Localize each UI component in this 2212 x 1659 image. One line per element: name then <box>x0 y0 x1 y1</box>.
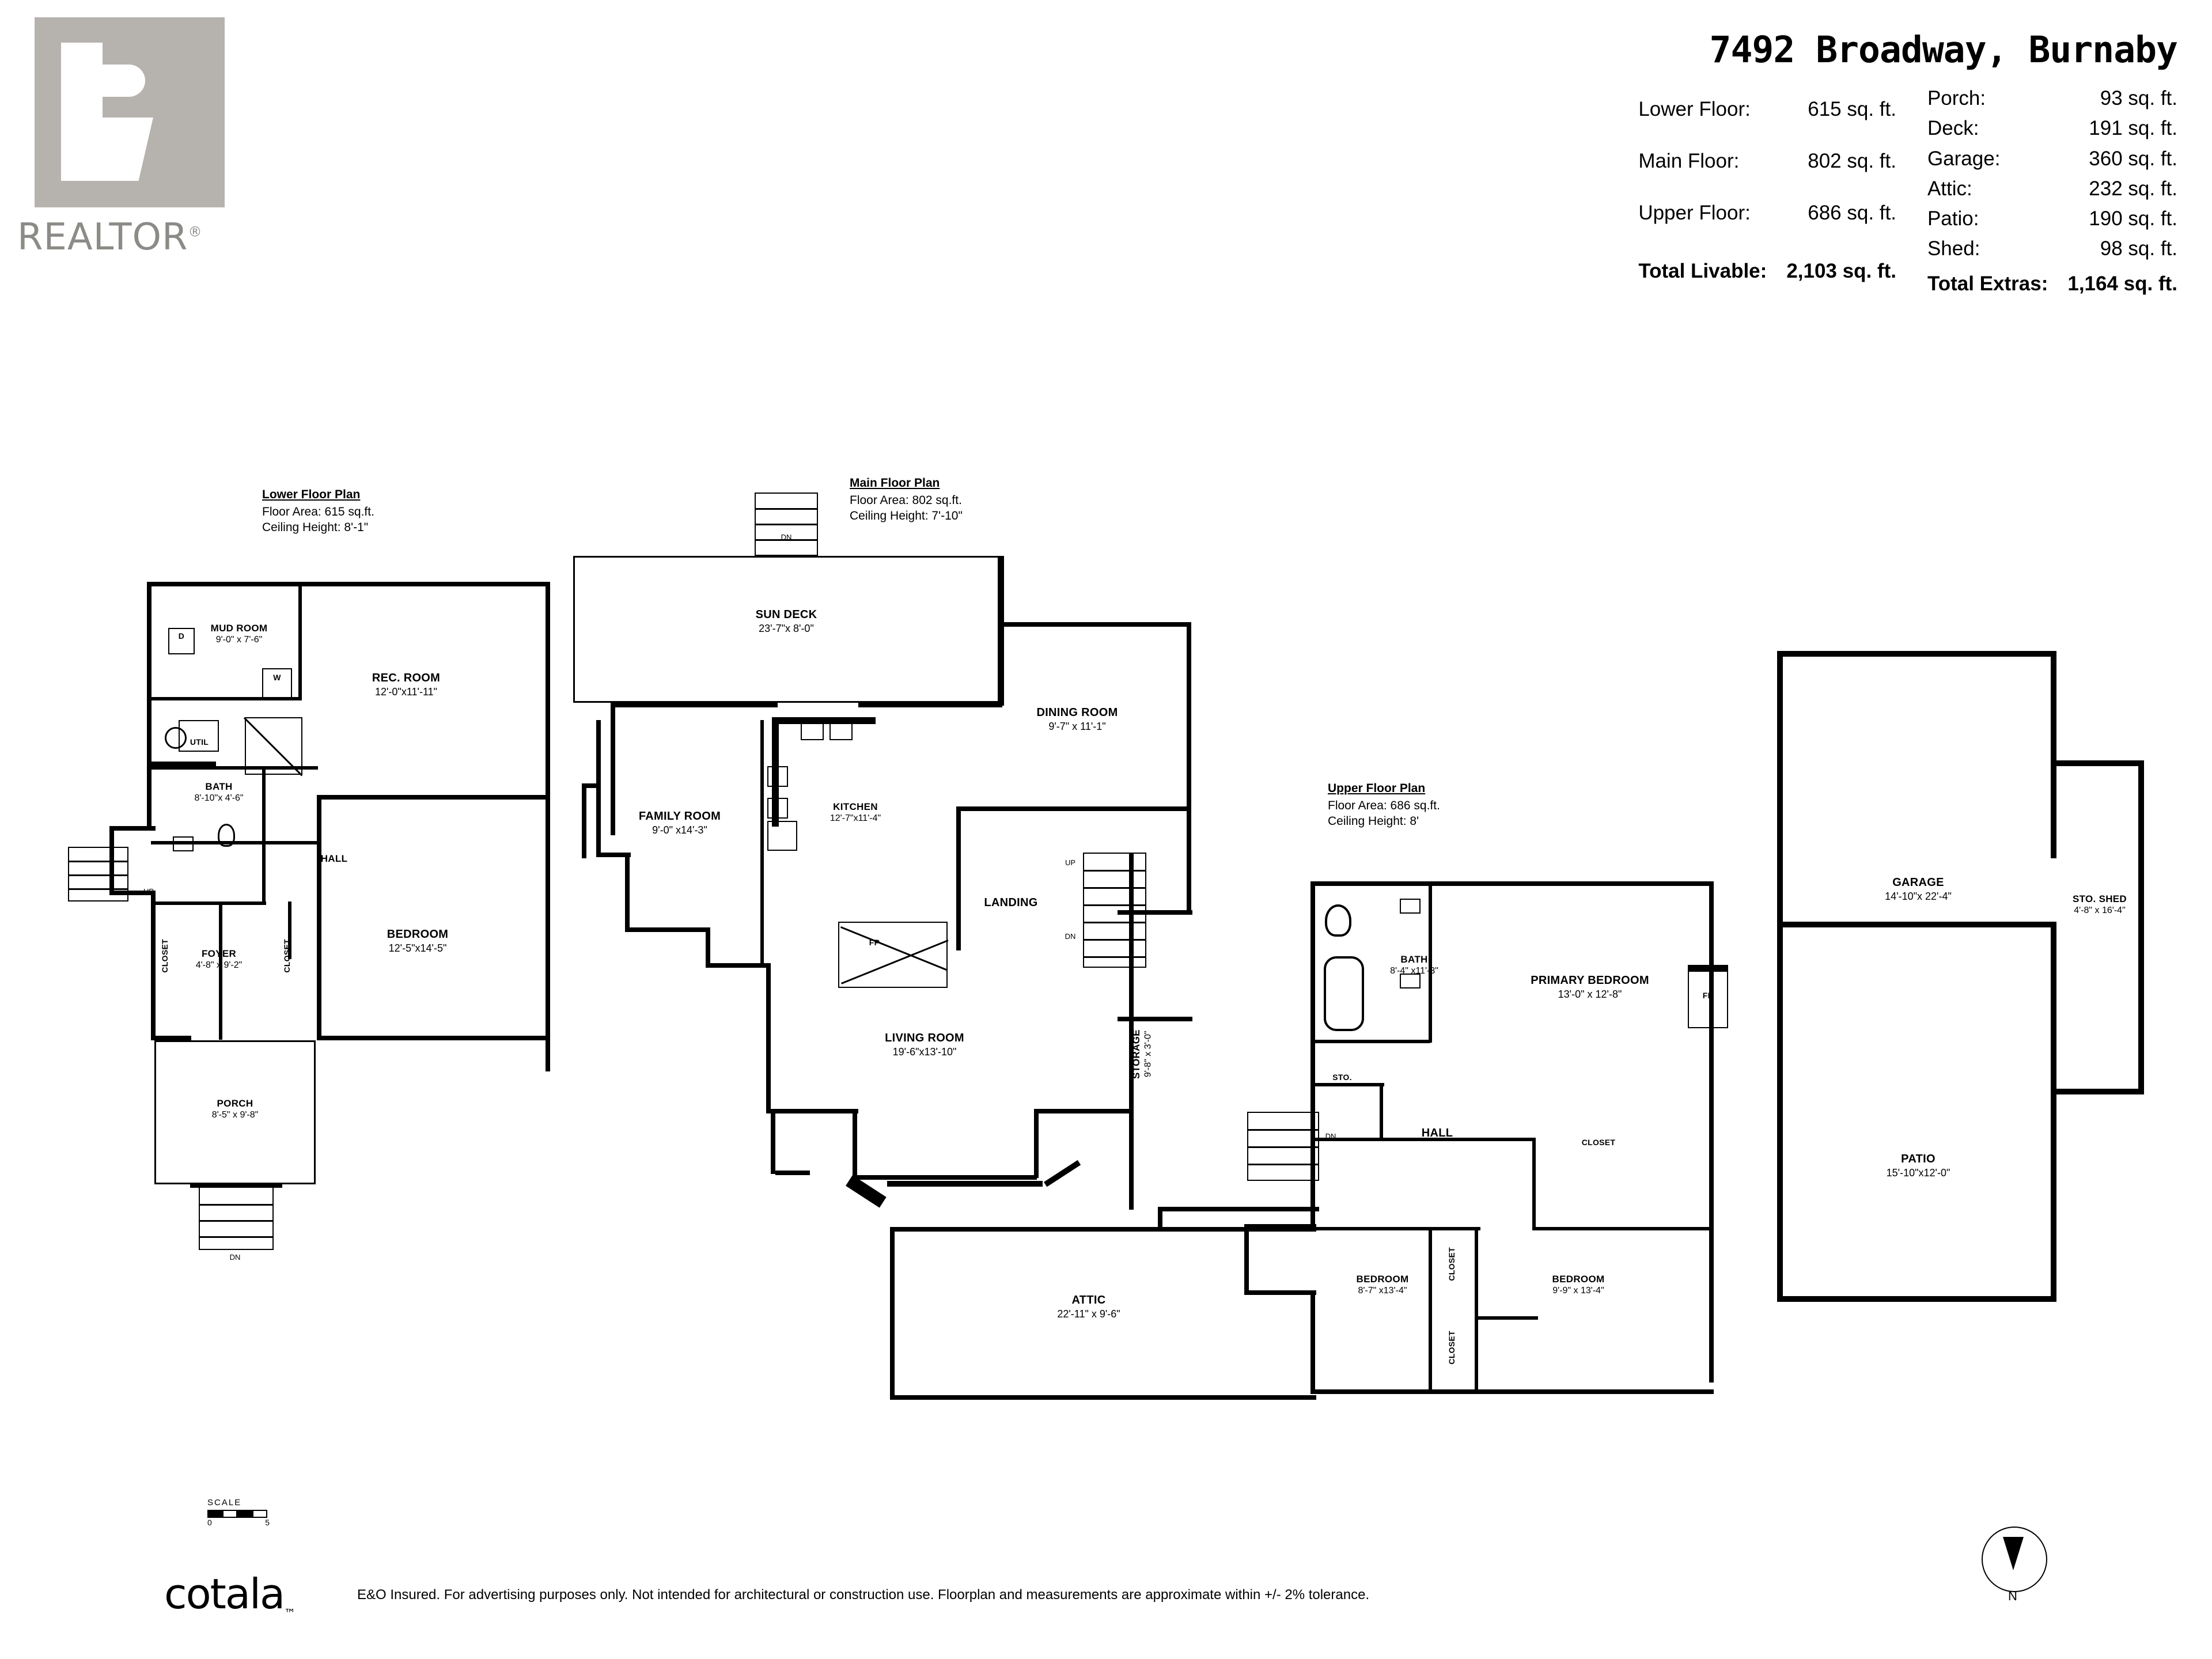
room-sto-shed: STO. SHED 4'-8" x 16'-4" <box>2072 893 2127 916</box>
room-hall-upper: HALL <box>1421 1127 1453 1139</box>
room-living-room: LIVING ROOM 19'-6"x13'-10" <box>885 1032 964 1058</box>
area-summary <box>1486 85 2177 300</box>
table-row-total: Total Extras: 1,164 sq. ft. <box>1927 272 2177 295</box>
room-util: UTIL <box>190 737 209 747</box>
room-landing: LANDING <box>984 896 1038 909</box>
scale-bar: SCALE 0 5 <box>207 1498 323 1527</box>
room-closet-lower-2: CLOSET <box>282 939 291 973</box>
area-summary-left <box>1638 85 1896 300</box>
stairs-up-label-main: UP <box>1065 858 1076 867</box>
realtor-logo <box>17 17 265 294</box>
stairs-dn-label-upper: DN <box>1325 1132 1336 1141</box>
table-row: Deck: 191 sq. ft. <box>1927 117 2177 140</box>
table-row-total: Total Livable: 2,103 sq. ft. <box>1638 259 1896 282</box>
room-closet-lower-1: CLOSET <box>160 939 169 973</box>
realtor-wordmark: REALTOR® <box>17 216 203 259</box>
realtor-r-mark <box>35 17 225 207</box>
appliance-dryer: D <box>178 631 185 641</box>
page-title: 7492 Broadway, Burnaby <box>1709 29 2177 71</box>
room-primary-bedroom: PRIMARY BEDROOM 13'-0" x 12'-8" <box>1531 974 1649 1000</box>
room-closet-upper-1: CLOSET <box>1581 1138 1616 1147</box>
disclaimer-text: E&O Insured. For advertising purposes only. Not intended for architectural or construction use. Floorplan and measurements are approximate within +/- 2% tolerance. <box>357 1587 1370 1603</box>
room-family-room: FAMILY ROOM 9'-0" x14'-3" <box>638 810 721 836</box>
room-closet-upper-3: CLOSET <box>1447 1331 1456 1365</box>
table-row: Garage: 360 sq. ft. <box>1927 147 2177 170</box>
room-porch: PORCH 8'-5" x 9'-8" <box>211 1098 259 1120</box>
header-title-block <box>1486 29 2177 300</box>
room-bedroom-lower: BEDROOM 12'-5"x14'-5" <box>387 928 449 954</box>
compass-icon: N <box>1982 1527 2062 1607</box>
table-row: Main Floor: 802 sq. ft. <box>1638 149 1896 172</box>
stairs-up-label-lower: UP <box>143 887 154 896</box>
room-bath-upper: BATH 8'-4" x11'-3" <box>1390 954 1438 976</box>
room-hall: HALL <box>320 853 348 864</box>
area-summary-right <box>1927 85 2177 300</box>
appliance-washer: W <box>273 673 281 682</box>
room-garage: GARAGE 14'-10"x 22'-4" <box>1885 876 1952 902</box>
table-row: Attic: 232 sq. ft. <box>1927 177 2177 200</box>
room-attic: ATTIC 22'-11" x 9'-6" <box>1057 1294 1120 1320</box>
scale-bar-ticks <box>207 1510 323 1518</box>
stairs-dn-label-deck: DN <box>781 533 792 541</box>
fireplace-main-label: FP <box>869 938 880 947</box>
room-storage-main: STORAGE 9'-8" x 3'-0" <box>1131 1029 1153 1079</box>
room-dining-room: DINING ROOM 9'-7" x 11'-1" <box>1036 706 1118 732</box>
table-row: Upper Floor: 686 sq. ft. <box>1638 202 1896 224</box>
main-floor-plan-title: Main Floor Plan Floor Area: 802 sq.ft. Ceiling Height: 7'-10" <box>850 476 963 523</box>
room-rec-room: REC. ROOM 12'-0"x11'-11" <box>372 672 441 698</box>
stairs-dn-label-porch: DN <box>229 1253 241 1262</box>
room-bedroom-upper-2: BEDROOM 9'-9" x 13'-4" <box>1552 1274 1605 1296</box>
cotala-logo: cotala$_™$ <box>164 1570 296 1620</box>
scale-bar-range: 0 5 <box>207 1518 270 1527</box>
table-row: Porch: 93 sq. ft. <box>1927 87 2177 109</box>
room-bath: BATH 8'-10"x 4'-6" <box>194 781 244 804</box>
upper-floor-plan-title: Upper Floor Plan Floor Area: 686 sq.ft. Ceiling Height: 8' <box>1328 782 1440 828</box>
table-row: Patio: 190 sq. ft. <box>1927 207 2177 230</box>
room-patio: PATIO 15'-10"x12'-0" <box>1886 1153 1950 1179</box>
lower-floor-plan-title: Lower Floor Plan Floor Area: 615 sq.ft. Ceiling Height: 8'-1" <box>262 488 374 535</box>
stairs-dn-label-main: DN <box>1065 932 1076 941</box>
room-foyer: FOYER 4'-8" x 9'-2" <box>195 948 243 971</box>
room-bedroom-upper-1: BEDROOM 8'-7" x13'-4" <box>1356 1274 1409 1296</box>
room-mud-room: MUD ROOM 9'-0" x 7'-6" <box>210 623 268 645</box>
table-row: Lower Floor: 615 sq. ft. <box>1638 97 1896 120</box>
room-closet-upper-2: CLOSET <box>1447 1247 1456 1281</box>
room-kitchen: KITCHEN 12'-7"x11'-4" <box>830 801 881 824</box>
room-sun-deck: SUN DECK 23'-7"x 8'-0" <box>755 608 817 634</box>
room-storage-upper: STO. <box>1332 1073 1352 1082</box>
table-row: Shed: 98 sq. ft. <box>1927 237 2177 260</box>
fireplace-upper-label: FP <box>1702 991 1714 1000</box>
